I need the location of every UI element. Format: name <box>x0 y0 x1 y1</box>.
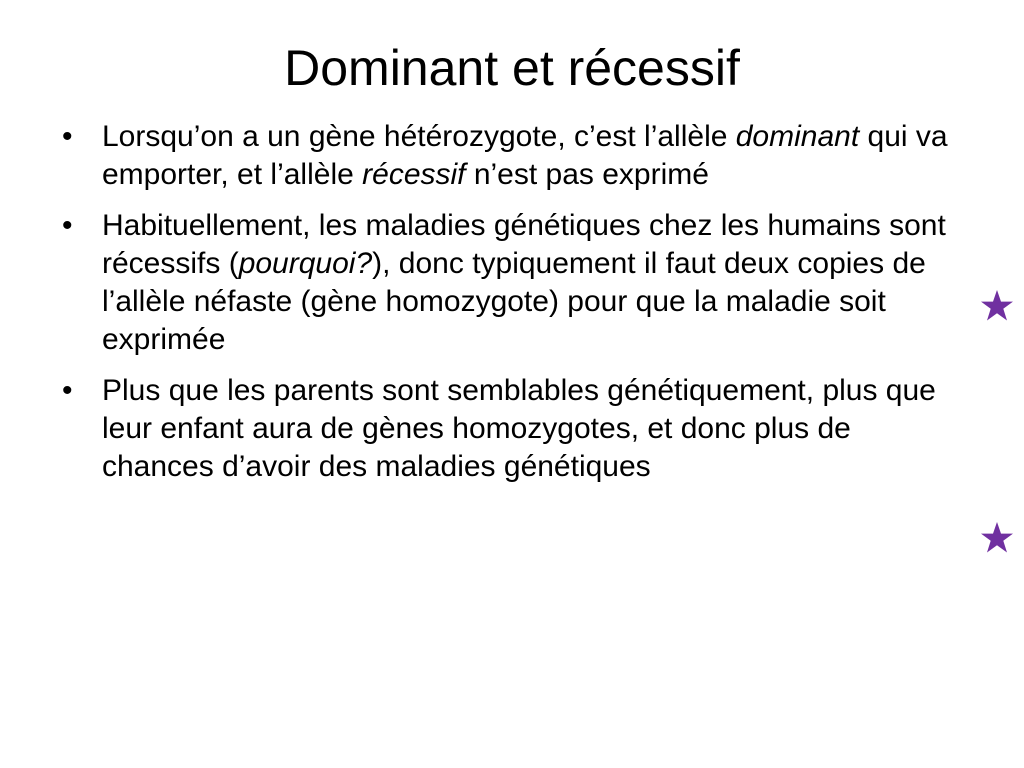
bullet-list <box>62 118 962 499</box>
bullet-text-part: Lorsqu’on a un gène hétérozygote, c’est l’allèle <box>102 120 736 153</box>
bullet-item <box>62 372 962 486</box>
bullet-dot: • <box>62 209 73 242</box>
bullet-text-part: n’est pas exprimé <box>465 158 709 191</box>
star-shape <box>981 290 1013 321</box>
bullet-text-part: qui va emporter, et l’allèle <box>102 120 948 191</box>
bullet-dot: • <box>62 120 73 153</box>
star-icon <box>980 521 1014 555</box>
bullet-text-italic: dominant <box>735 120 860 153</box>
bullet-item <box>62 207 962 359</box>
bullet-dot: • <box>62 374 73 407</box>
star-shape <box>981 522 1013 553</box>
bullet-item <box>62 118 962 194</box>
bullet-text-part: Plus que les parents sont semblables génétiquement, plus que leur enfant aura de gènes homozygotes, et donc plus de chances d’avoir des maladies génétiques <box>102 374 936 483</box>
star-icon <box>980 289 1014 323</box>
bullet-text-part: ), donc typiquement il faut deux copies de l’allèle néfaste (gène homozygote) pour que la maladie soit exprimée <box>102 247 926 356</box>
bullet-text <box>102 120 948 191</box>
bullet-text <box>102 209 946 356</box>
bullet-text-part: Habituellement, les maladies génétiques chez les humains sont récessifs ( <box>102 209 946 280</box>
bullet-text-italic: récessif <box>362 158 466 191</box>
bullet-text-italic: pourquoi? <box>238 247 373 280</box>
bullet-text <box>102 374 936 483</box>
slide-title: Dominant et récessif <box>284 40 740 96</box>
